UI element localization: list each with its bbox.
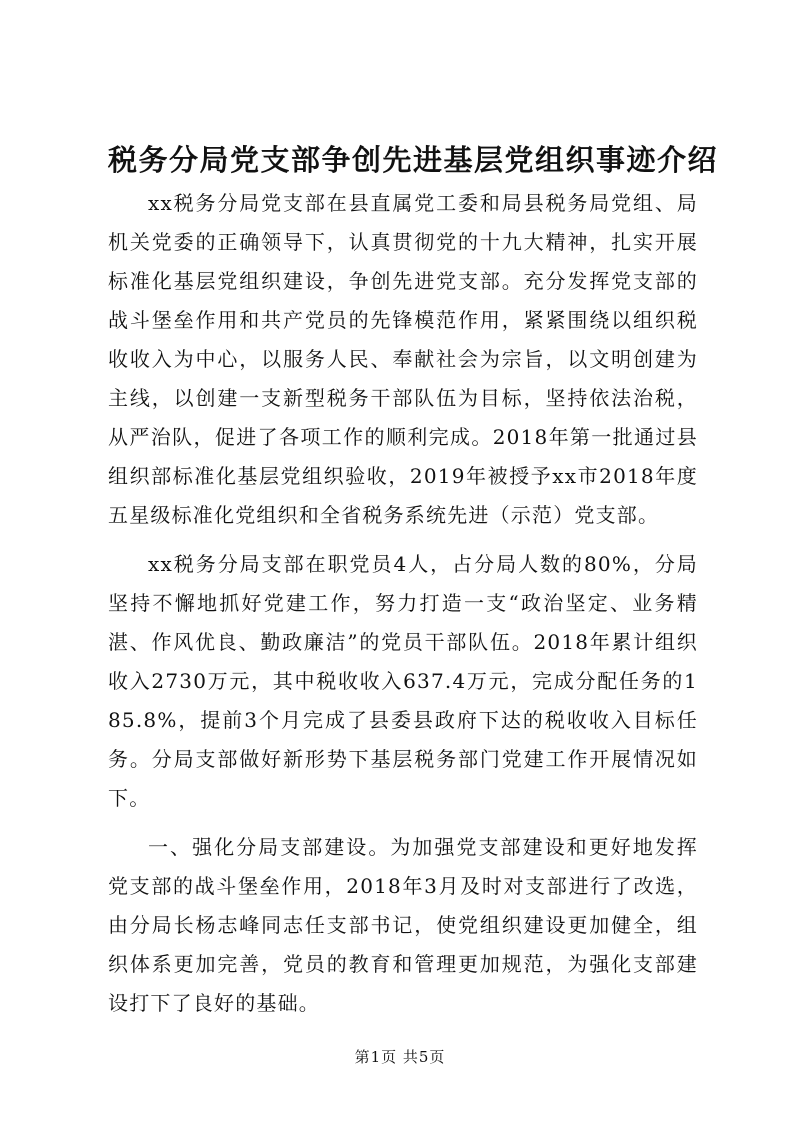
document-body xyxy=(108,184,698,1033)
paragraph-1: xx税务分局党支部在县直属党工委和局县税务局党组、局机关党委的正确领导下，认真贯彻党的十九大精神，扎实开展标准化基层党组织建设，争创先进党支部。充分发挥党支部的战斗堡垒作用和共产党员的先锋模范作用，紧紧围绕以组织税收收入为中心，以服务人民、奉献社会为宗旨，以文明创建为主线，以创建一支新型税务干部队伍为目标，坚持依法治税，从严治队，促进了各项工作的顺利完成。2018年第一批通过县组织部标准化基层党组织验收，2019年被授予xx市2018年度五星级标准化党组织和全省税务系统先进（示范）党支部。 xyxy=(108,191,698,527)
paragraph-2: xx税务分局支部在职党员4人，占分局人数的80%，分局坚持不懈地抓好党建工作，努力打造一支“政治坚定、业务精湛、作风优良、勤政廉洁”的党员干部队伍。2018年累计组织收入2730万元，其中税收收入637.4万元，完成分配任务的185.8%，提前3个月完成了县委县政府下达的税收收入目标任务。分局支部做好新形势下基层税务部门党建工作开展情况如下。 xyxy=(108,552,698,810)
paragraph-3: 一、强化分局支部建设。为加强党支部建设和更好地发挥党支部的战斗堡垒作用，2018年3月及时对支部进行了改选，由分局长杨志峰同志任支部书记，使党组织建设更加健全，组织体系更加完善，党员的教育和管理更加规范，为强化支部建设打下了良好的基础。 xyxy=(108,835,698,1015)
page-footer: 第1页 共5页 xyxy=(354,1048,446,1066)
document-title: 税务分局党支部争创先进基层党组织事迹介绍 xyxy=(108,143,719,177)
